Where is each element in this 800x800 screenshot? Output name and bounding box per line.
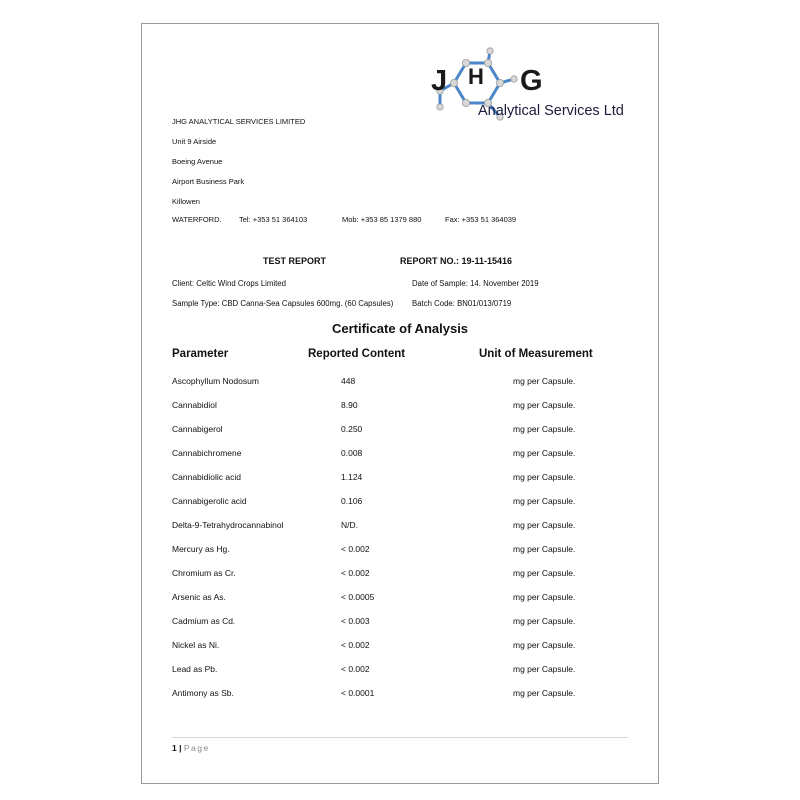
test-report-label: TEST REPORT	[263, 256, 327, 266]
value-cell: 0.008	[341, 448, 363, 458]
company-name: JHG ANALYTICAL SERVICES LIMITED	[172, 117, 306, 126]
column-header-parameter: Parameter	[172, 348, 229, 360]
parameter-cell: Lead as Pb.	[172, 664, 218, 674]
parameter-cell: Delta-9-Tetrahydrocannabinol	[172, 520, 284, 530]
table-row	[142, 568, 658, 582]
parameter-cell: Cannabigerol	[172, 424, 223, 434]
page-footer	[172, 743, 210, 753]
parameter-cell: Arsenic as As.	[172, 592, 226, 602]
table-row	[142, 688, 658, 702]
table-row	[142, 520, 658, 534]
batch-code: Batch Code: BN01/013/0719	[412, 299, 512, 308]
address-line-1: Unit 9 Airside	[172, 137, 217, 146]
column-header-reported-content: Reported Content	[308, 348, 406, 360]
table-row	[142, 472, 658, 486]
unit-cell: mg per Capsule.	[513, 520, 576, 530]
date-of-sample: Date of Sample: 14. November 2019	[412, 279, 539, 288]
page-separator: |	[176, 743, 184, 753]
parameter-cell: Cannabidiolic acid	[172, 472, 241, 482]
certificate-title: Certificate of Analysis	[331, 321, 469, 336]
table-row	[142, 400, 658, 414]
unit-cell: mg per Capsule.	[513, 544, 576, 554]
logo-letter-h: H	[468, 64, 484, 89]
value-cell: < 0.003	[341, 616, 370, 626]
column-header-unit: Unit of Measurement	[479, 348, 593, 360]
unit-cell: mg per Capsule.	[513, 496, 576, 506]
address-line-3: Airport Business Park	[172, 177, 245, 186]
sample-type: Sample Type: CBD Canna-Sea Capsules 600mg. (60 Capsules)	[172, 299, 394, 308]
value-cell: 448	[341, 376, 356, 386]
logo-letter-g: G	[520, 65, 543, 97]
table-row	[142, 640, 658, 654]
telephone: Tel: +353 51 364103	[239, 215, 308, 224]
logo-subtitle: Analytical Services Ltd	[478, 103, 624, 119]
value-cell: < 0.002	[341, 640, 370, 650]
unit-cell: mg per Capsule.	[513, 376, 576, 386]
address-line-4: Killowen	[172, 197, 200, 206]
unit-cell: mg per Capsule.	[513, 472, 576, 482]
page-number: 1	[172, 743, 177, 753]
value-cell: < 0.002	[341, 544, 370, 554]
parameter-cell: Cannabigerolic acid	[172, 496, 247, 506]
table-row	[142, 592, 658, 606]
parameter-cell: Chromium as Cr.	[172, 568, 236, 578]
table-row	[142, 544, 658, 558]
table-row	[142, 424, 658, 438]
value-cell: 0.106	[341, 496, 363, 506]
logo-letter-j: J	[431, 65, 448, 97]
parameter-cell: Cannabichromene	[172, 448, 242, 458]
table-row	[142, 496, 658, 510]
unit-cell: mg per Capsule.	[513, 640, 576, 650]
unit-cell: mg per Capsule.	[513, 592, 576, 602]
mobile: Mob: +353 85 1379 880	[342, 215, 422, 224]
value-cell: 8.90	[341, 400, 358, 410]
page-word: Page	[183, 743, 210, 753]
footer-divider	[172, 737, 628, 738]
table-row	[142, 448, 658, 462]
value-cell: < 0.002	[341, 568, 370, 578]
table-row	[142, 376, 658, 390]
value-cell: < 0.0001	[341, 688, 375, 698]
unit-cell: mg per Capsule.	[513, 448, 576, 458]
parameter-cell: Cannabidiol	[172, 400, 217, 410]
value-cell: N/D.	[341, 520, 358, 530]
unit-cell: mg per Capsule.	[513, 400, 576, 410]
unit-cell: mg per Capsule.	[513, 688, 576, 698]
unit-cell: mg per Capsule.	[513, 424, 576, 434]
table-row	[142, 664, 658, 678]
unit-cell: mg per Capsule.	[513, 616, 576, 626]
value-cell: < 0.002	[341, 664, 370, 674]
parameter-cell: Mercury as Hg.	[172, 544, 230, 554]
value-cell: 0.250	[341, 424, 363, 434]
value-cell: < 0.0005	[341, 592, 375, 602]
parameter-cell: Antimony as Sb.	[172, 688, 234, 698]
address-city: WATERFORD.	[172, 215, 222, 224]
address-line-2: Boeing Avenue	[172, 157, 223, 166]
parameter-cell: Ascophyllum Nodosum	[172, 376, 259, 386]
value-cell: 1.124	[341, 472, 363, 482]
fax: Fax: +353 51 364039	[445, 215, 517, 224]
parameter-cell: Cadmium as Cd.	[172, 616, 236, 626]
parameter-cell: Nickel as Ni.	[172, 640, 220, 650]
report-number: REPORT NO.: 19-11-15416	[400, 256, 513, 266]
unit-cell: mg per Capsule.	[513, 664, 576, 674]
document-page	[141, 23, 659, 784]
client: Client: Celtic Wind Crops Limited	[172, 279, 286, 288]
unit-cell: mg per Capsule.	[513, 568, 576, 578]
company-logo	[426, 43, 646, 125]
table-row	[142, 616, 658, 630]
